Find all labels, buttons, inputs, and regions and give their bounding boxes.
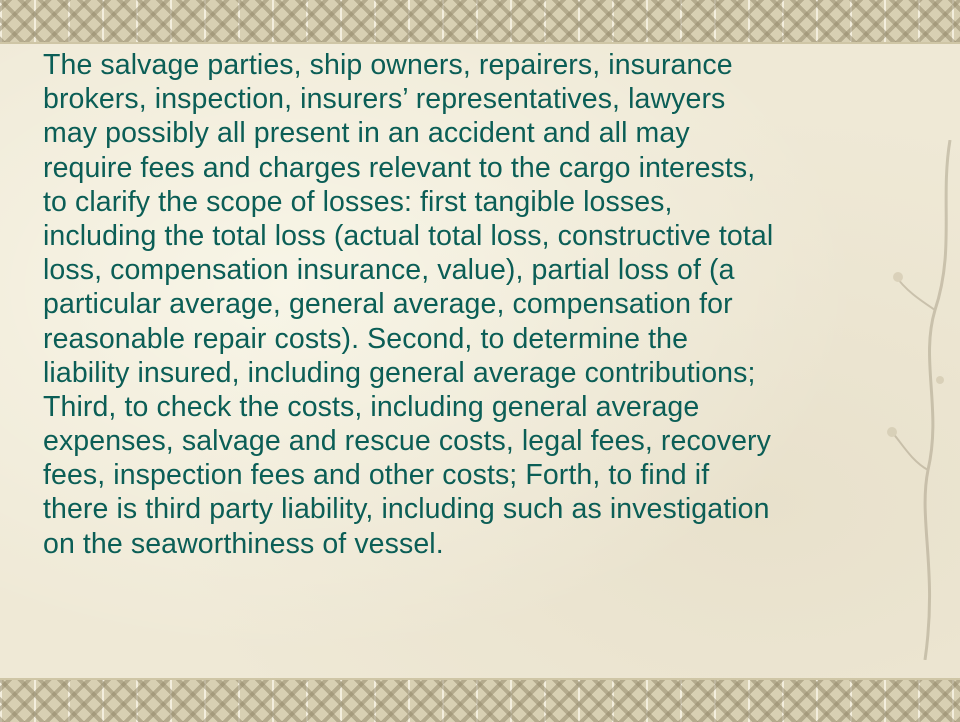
text-line: The salvage parties, ship owners, repairers, insurance	[43, 49, 733, 81]
bottom-knot-border	[0, 678, 960, 722]
text-line: may possibly all present in an accident and all may	[43, 117, 690, 150]
text-line: on the seaworthiness of vessel.	[43, 527, 444, 560]
text-line: there is third party liability, including such as investigation	[43, 493, 770, 526]
text-line: particular average, general average, compensation for	[43, 288, 733, 321]
text-line: including the total loss (actual total loss, constructive total	[43, 219, 774, 252]
text-line: expenses, salvage and rescue costs, legal fees, recovery	[43, 425, 771, 458]
text-line: loss, compensation insurance, value), partial loss of (a	[43, 254, 735, 287]
text-line: require fees and charges relevant to the cargo interests,	[43, 151, 756, 184]
text-line: to clarify the scope of losses: first tangible losses,	[43, 185, 673, 218]
text-line: Third, to check the costs, including general average	[43, 390, 700, 423]
body-text-block	[43, 48, 933, 561]
text-line: fees, inspection fees and other costs; Forth, to find if	[43, 459, 710, 492]
text-line: liability insured, including general average contributions;	[43, 356, 756, 389]
top-knot-border	[0, 0, 960, 44]
text-line: reasonable repair costs). Second, to determine the	[43, 322, 689, 355]
text-line: brokers, inspection, insurers’ representatives, lawyers	[43, 83, 726, 116]
